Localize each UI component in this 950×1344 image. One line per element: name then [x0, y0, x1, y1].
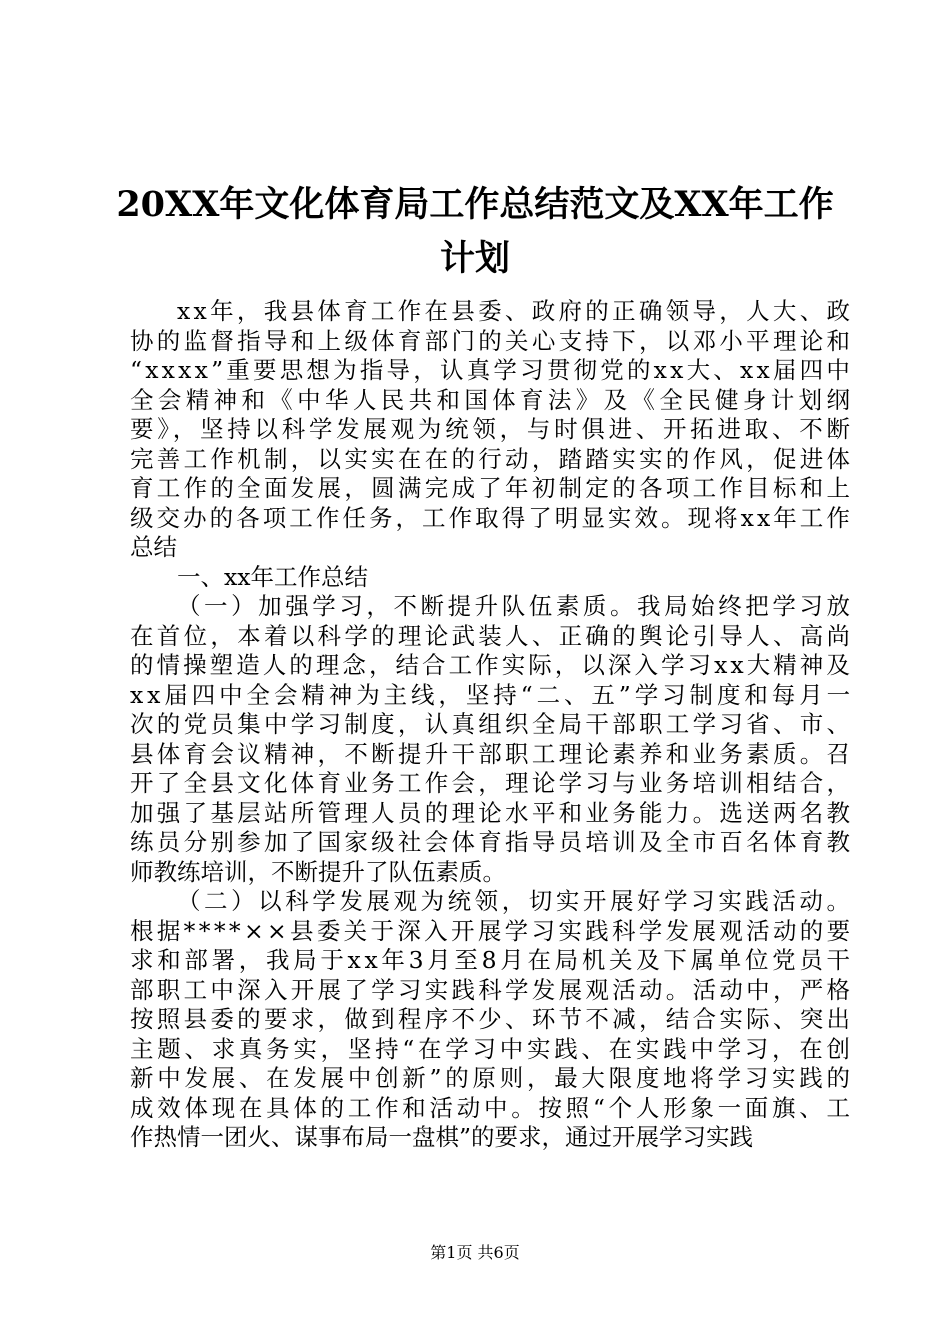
page-footer: 第1页 共6页	[430, 1243, 520, 1262]
text-line: 县体育会议精神，不断提升干部职工理论素养和业务素质。召	[130, 739, 854, 768]
title-line: 计划	[439, 238, 510, 279]
text-line: 加强了基层站所管理人员的理论水平和业务能力。选送两名教	[130, 798, 854, 827]
text-line: 协的监督指导和上级体育部门的关心支持下，以邓小平理论和	[130, 326, 854, 355]
text-line: （一）加强学习，不断提升队伍素质。我局始终把学习放	[177, 592, 854, 620]
text-line: 要》，坚持以科学发展观为统领，与时俱进、开拓进取、不断	[130, 415, 854, 443]
text-line: 级交办的各项工作任务，工作取得了明显实效。现将xx年工作	[130, 503, 853, 532]
paragraph	[130, 297, 855, 563]
text-line: 开了全县文化体育业务工作会，理论学习与业务培训相结合，	[130, 769, 854, 797]
text-line: 完善工作机制，以实实在在的行动，踏踏实实的作风，促进体	[130, 444, 854, 473]
document-title	[110, 178, 840, 286]
text-line: “xxxx”重要思想为指导，认真学习贯彻党的xx大、xx届四中	[130, 356, 854, 384]
text-line: 育工作的全面发展，圆满完成了年初制定的各项工作目标和上	[130, 474, 854, 502]
text-line: 作热情一团火、谋事布局一盘棋”的要求，通过开展学习实践	[130, 1123, 754, 1151]
text-line: 的情操塑造人的理念，结合工作实际，以深入学习xx大精神及	[130, 651, 853, 679]
text-line: xx届四中全会精神为主线，坚持“二、五”学习制度和每月一	[130, 680, 855, 709]
text-line: 练员分别参加了国家级社会体育指导员培训及全市百名体育教	[130, 828, 854, 856]
text-line: （二）以科学发展观为统领，切实开展好学习实践活动。	[177, 887, 854, 915]
text-line: 主题、求真务实，坚持“在学习中实践、在实践中学习，在创	[130, 1034, 854, 1063]
text-line: 根据****××县委关于深入开展学习实践科学发展观活动的要	[130, 916, 854, 945]
text-line: 求和部署，我局于xx年3月至8月在局机关及下属单位党员干	[130, 946, 854, 974]
document-body	[130, 297, 855, 1153]
text-line: 次的党员集中学习制度，认真组织全局干部职工学习省、市、	[130, 710, 854, 738]
text-line: 新中发展、在发展中创新”的原则，最大限度地将学习实践的	[130, 1064, 854, 1092]
text-line: 按照县委的要求，做到程序不少、环节不减，结合实际、突出	[130, 1005, 854, 1033]
text-line: 师教练培训，不断提升了队伍素质。	[130, 857, 506, 886]
text-line: 总结	[130, 533, 177, 561]
text-line: 部职工中深入开展了学习实践科学发展观活动。活动中，严格	[130, 975, 854, 1004]
text-line: 在首位，本着以科学的理论武装人、正确的舆论引导人、高尚	[130, 621, 854, 650]
paragraph	[130, 592, 855, 887]
paragraph	[130, 563, 850, 593]
text-line: 一、xx年工作总结	[177, 562, 369, 591]
title-line: 20XX年文化体育局工作总结范文及XX年工作	[116, 184, 834, 225]
text-line: 成效体现在具体的工作和活动中。按照“个人形象一面旗、工	[130, 1093, 854, 1122]
paragraph	[130, 887, 854, 1153]
text-line: 全会精神和《中华人民共和国体育法》及《全民健身计划纲	[130, 385, 855, 414]
text-line: xx年，我县体育工作在县委、政府的正确领导，人大、政	[177, 297, 854, 325]
